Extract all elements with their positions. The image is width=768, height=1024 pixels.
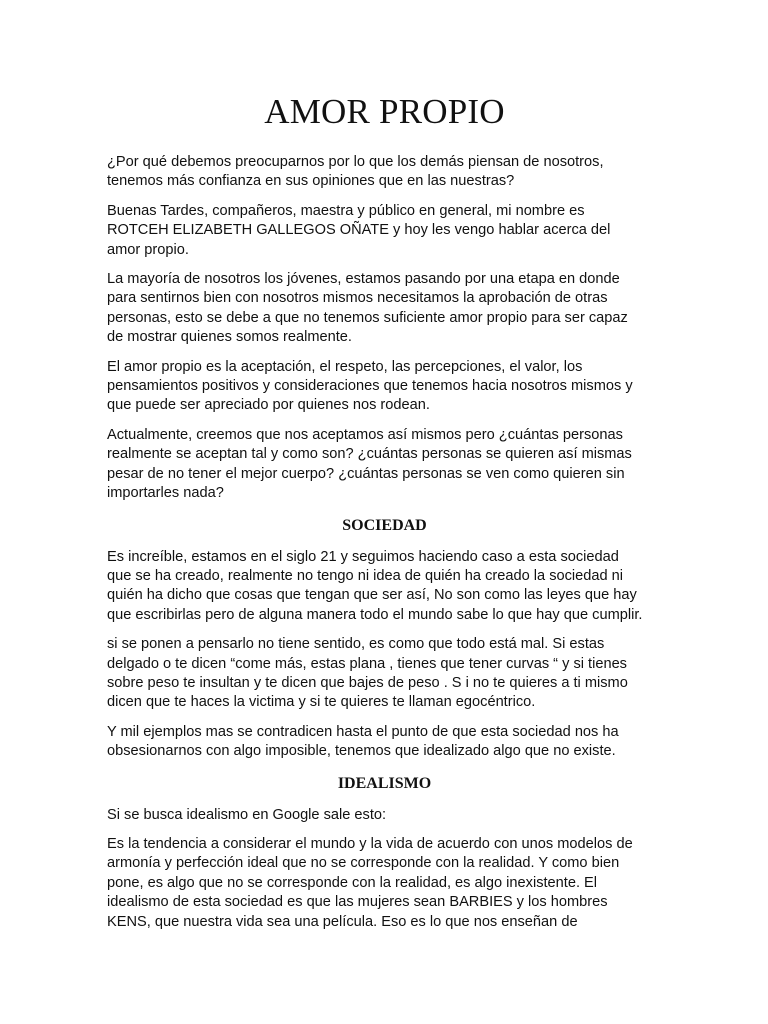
- text-line: realmente se aceptan tal y como son? ¿cuántas personas se quieren así mismas: [107, 446, 632, 463]
- text-line: KENS, que nuestra vida sea una película. Eso es lo que nos enseñan de: [107, 913, 578, 930]
- text-line: delgado o te dicen “come más, estas plana , tienes que tener curvas “ y si tienes: [107, 655, 627, 672]
- text-line: pensamientos positivos y consideraciones que tenemos hacia nosotros mismos y: [107, 378, 633, 395]
- text-line: obsesionarnos con algo imposible, tenemos que idealizado algo que no existe.: [107, 743, 616, 760]
- paragraph: [107, 358, 662, 416]
- text-line: que escribirlas pero de alguna manera todo el mundo sabe lo que hay que cumplir.: [107, 606, 643, 623]
- text-line: La mayoría de nosotros los jóvenes, estamos pasando por una etapa en donde: [107, 271, 620, 288]
- text-line: personas, esto se debe a que no tenemos suficiente amor propio para ser capaz: [107, 309, 628, 326]
- paragraph: [107, 835, 662, 932]
- text-line: El amor propio es la aceptación, el respeto, las percepciones, el valor, los: [107, 358, 583, 375]
- text-line: si se ponen a pensarlo no tiene sentido, es como que todo está mal. Si estas: [107, 636, 605, 653]
- section-heading-sociedad: SOCIEDAD: [342, 516, 427, 534]
- text-line: importarles nada?: [107, 485, 224, 502]
- text-line: dicen que te haces la victima y si te quieres te llaman egocéntrico.: [107, 694, 536, 711]
- text-line: para sentirnos bien con nosotros mismos necesitamos la aprobación de otras: [107, 290, 608, 307]
- paragraph: [107, 723, 662, 762]
- text-line: ROTCEH ELIZABETH GALLEGOS OÑATE y hoy les vengo hablar acerca del: [107, 222, 611, 239]
- text-line: sobre peso te insultan y te dicen que bajes de peso . S i no te quieres a ti mismo: [107, 674, 628, 691]
- text-line: tenemos más confianza en sus opiniones que en las nuestras?: [107, 173, 515, 190]
- paragraph: [107, 548, 662, 626]
- paragraph: [107, 202, 662, 260]
- text-line: amor propio.: [107, 241, 189, 258]
- paragraph: [107, 635, 662, 713]
- text-line: quién ha dicho que cosas que tengan que ser así, No son como las leyes que hay: [107, 587, 637, 604]
- text-line: Buenas Tardes, compañeros, maestra y público en general, mi nombre es: [107, 202, 585, 219]
- text-line: que puede ser apreciado por quienes nos rodean.: [107, 397, 430, 414]
- text-line: Actualmente, creemos que nos aceptamos así mismos pero ¿cuántas personas: [107, 426, 623, 443]
- text-line: que se ha creado, realmente no tengo ni idea de quién ha creado la sociedad ni: [107, 567, 624, 584]
- paragraph: [107, 153, 662, 192]
- text-line: Es increíble, estamos en el siglo 21 y seguimos haciendo caso a esta sociedad: [107, 548, 619, 565]
- section-heading-idealismo: IDEALISMO: [337, 774, 432, 792]
- text-line: Y mil ejemplos mas se contradicen hasta el punto de que esta sociedad nos ha: [107, 723, 619, 740]
- document-body: [107, 88, 662, 942]
- paragraph: [107, 270, 662, 348]
- text-line: pesar de no tener el mejor cuerpo? ¿cuántas personas se ven como quieren sin: [107, 465, 625, 482]
- text-line: Si se busca idealismo en Google sale esto:: [107, 806, 387, 823]
- document-title: AMOR PROPIO: [264, 92, 505, 131]
- paragraph: [107, 426, 662, 504]
- text-line: ¿Por qué debemos preocuparnos por lo que los demás piensan de nosotros,: [107, 154, 604, 170]
- text-line: armonía y perfección ideal que no se corresponde con la realidad. Y como bien: [107, 855, 620, 872]
- text-line: de mostrar quienes somos realmente.: [107, 329, 352, 346]
- text-line: pone, es algo que no se corresponde con la realidad, es algo inexistente. El: [107, 874, 598, 891]
- paragraph: [107, 806, 662, 825]
- text-line: Es la tendencia a considerar el mundo y la vida de acuerdo con unos modelos de: [107, 835, 633, 852]
- text-line: idealismo de esta sociedad es que las mujeres sean BARBIES y los hombres: [107, 894, 608, 911]
